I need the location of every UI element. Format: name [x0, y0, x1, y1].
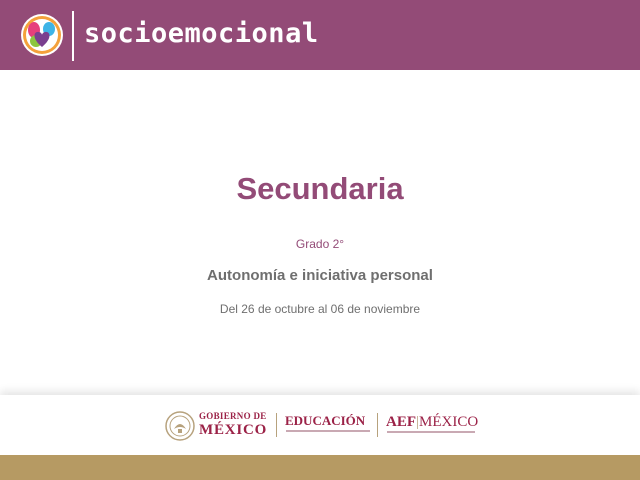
header-divider	[72, 11, 74, 61]
header-bar	[0, 0, 640, 70]
footer-logos	[0, 395, 640, 455]
aef-mexico-text: MÉXICO	[419, 414, 479, 430]
bottom-band	[0, 455, 640, 480]
gobierno-de-text: GOBIERNO DE	[199, 411, 267, 421]
socioemocional-logo	[21, 14, 63, 56]
gobierno-de-mexico-logo	[199, 412, 267, 438]
educacion-subline	[286, 430, 370, 432]
aef-mexico-logo: AEF|MÉXICO	[386, 414, 479, 430]
grade-label: Grado 2°	[295, 237, 345, 251]
cover-content	[0, 70, 640, 395]
mexico-text: MÉXICO	[199, 422, 268, 438]
date-range: Del 26 de octubre al 06 de noviembre	[219, 302, 421, 316]
national-seal-icon	[165, 411, 195, 441]
educacion-logo: EDUCACIÓN	[285, 413, 366, 428]
footer-divider	[276, 413, 277, 437]
topic-title: Autonomía e iniciativa personal	[207, 267, 433, 284]
school-level-title: Secundaria	[236, 171, 404, 206]
header-title: socioemocional	[84, 18, 319, 49]
heart-hands-icon	[21, 14, 63, 56]
aef-subline	[387, 431, 475, 433]
footer-divider	[377, 413, 378, 437]
aef-text: AEF	[386, 414, 416, 430]
